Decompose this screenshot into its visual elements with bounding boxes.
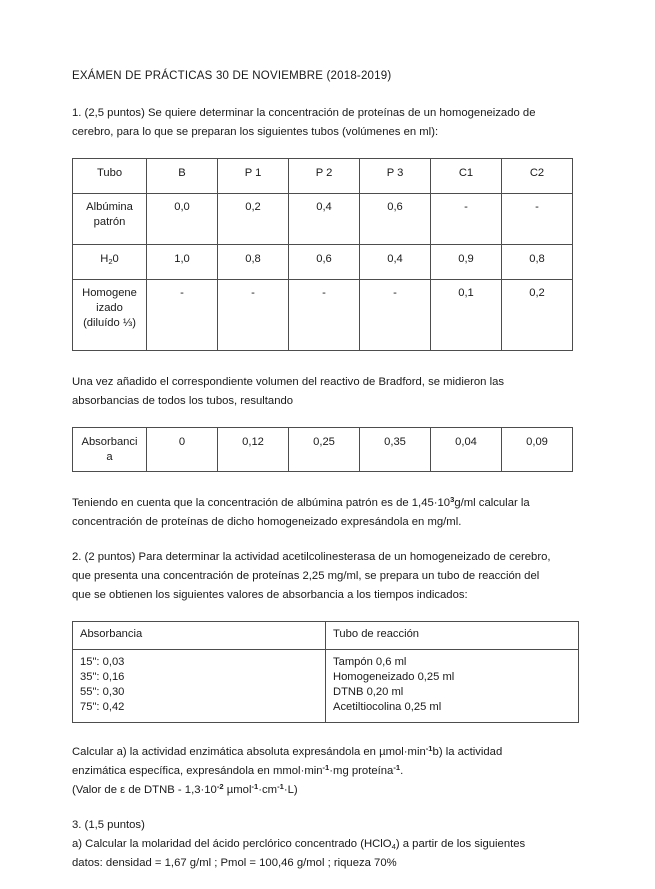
- row-label-line: a: [106, 451, 113, 463]
- table-row: [73, 428, 573, 472]
- row-label-albumina: [73, 194, 147, 245]
- question-3-heading: 3. (1,5 puntos): [72, 819, 145, 831]
- question-2-calc-line-1a: Calcular a) la actividad enzimática absoluta expresándola en µmol·min: [72, 746, 426, 758]
- row-label-agua: $H_20$: [73, 245, 147, 280]
- question-2-intro-line-2: que presenta una concentración de proteínas 2,25 mg/ml, se prepara un tubo de reacción del: [72, 570, 540, 582]
- exponent-minus-1: -1: [277, 782, 284, 791]
- subscript-2: 2: [108, 257, 113, 266]
- tubo-component-line: Tampón 0,6 ml: [333, 656, 407, 668]
- question-1-closing-line-2: concentración de proteínas de dicho homogeneizado expresándola en mg/ml.: [72, 516, 462, 528]
- table-cell-absorbancia-values: [73, 650, 326, 723]
- question-2-intro-line-3: que se obtienen los siguientes valores de absorbancia a los tiempos indicados:: [72, 589, 468, 601]
- row-label-line: Absorbanci: [81, 436, 138, 448]
- question-1-closing-line-1a: Teniendo en cuenta que la concentración de albúmina patrón es de 1,45·10: [72, 497, 451, 509]
- table-row: [73, 194, 573, 245]
- table-cell: 0,1: [431, 280, 502, 351]
- document-content: [72, 68, 580, 889]
- table-header-cell: C1: [431, 159, 502, 194]
- exponent-minus-2: -2: [216, 782, 224, 791]
- table-row: [73, 622, 579, 650]
- row-label-line: Homogene: [82, 287, 137, 299]
- table-cell: -: [502, 194, 573, 245]
- table-cell: 0,4: [360, 245, 431, 280]
- table-header-cell-absorbancia: Absorbancia: [73, 622, 326, 650]
- subscript-4: 4: [391, 842, 396, 851]
- table-header-cell: P 2: [289, 159, 360, 194]
- table-cell: 0,8: [502, 245, 573, 280]
- row-label-homogeneizado: [73, 280, 147, 351]
- page-title: EXÁMEN DE PRÁCTICAS 30 DE NOVIEMBRE (2018-2019): [72, 70, 392, 82]
- table-reaccion: [72, 621, 579, 723]
- tubo-component-line: Acetiltiocolina 0,25 ml: [333, 701, 442, 713]
- table-header-cell: C2: [502, 159, 573, 194]
- exponent-3: 3: [450, 495, 455, 504]
- table-cell: 0,6: [360, 194, 431, 245]
- table-cell: 0,0: [147, 194, 218, 245]
- question-3-line-1a: a) Calcular la molaridad del ácido perclórico concentrado (HClO: [72, 838, 392, 850]
- table-absorbancia: [72, 427, 573, 472]
- table-row: [73, 245, 573, 280]
- table-cell: 0: [147, 428, 218, 472]
- question-1-intro: [72, 104, 580, 142]
- table-cell: -: [431, 194, 502, 245]
- epsilon-line-d: ·L): [283, 784, 298, 796]
- table-cell: 0,12: [218, 428, 289, 472]
- epsilon-line-a: (Valor de ε de DTNB - 1,3·10: [72, 784, 217, 796]
- table-cell: -: [289, 280, 360, 351]
- table-cell-tubo-reaccion-components: [326, 650, 579, 723]
- question-3-line-1b: ) a partir de los siguientes: [395, 838, 526, 850]
- exponent-minus-1: -1: [425, 744, 433, 753]
- row-label-absorbancia: [73, 428, 147, 472]
- exponent-minus-1: -1: [251, 782, 259, 791]
- table-cell: -: [360, 280, 431, 351]
- table-cell: -: [218, 280, 289, 351]
- epsilon-line-b: µmol: [223, 784, 252, 796]
- tubo-component-line: DTNB 0,20 ml: [333, 686, 404, 698]
- table-header-cell: P 3: [360, 159, 431, 194]
- question-2-intro-line-1: 2. (2 puntos) Para determinar la actividad acetilcolinesterasa de un homogeneizado de cerebro,: [72, 551, 551, 563]
- question-2-calc-line-2c: .: [400, 765, 404, 777]
- table-cell: 0,9: [431, 245, 502, 280]
- table-header-cell: Tubo: [73, 159, 147, 194]
- table-cell: 0,2: [218, 194, 289, 245]
- question-2-epsilon-line: [72, 784, 298, 796]
- exponent-minus-1: -1: [322, 763, 330, 772]
- table-cell: 0,04: [431, 428, 502, 472]
- question-1-middle-line-1: Una vez añadido el correspondiente volumen del reactivo de Bradford, se midieron las: [72, 376, 505, 388]
- table-cell: -: [147, 280, 218, 351]
- table-row: [73, 159, 573, 194]
- table-row: [73, 280, 573, 351]
- absorbancia-value-line: 75": 0,42: [80, 701, 125, 713]
- table-cell: 0,8: [218, 245, 289, 280]
- absorbancia-value-line: 35": 0,16: [80, 671, 125, 683]
- table-header-cell: P 1: [218, 159, 289, 194]
- question-2-calc-text: [72, 743, 580, 800]
- question-1-closing-text: [72, 494, 580, 532]
- table-row: [73, 650, 579, 723]
- table-cell: 0,25: [289, 428, 360, 472]
- row-label-line: izado: [96, 302, 123, 314]
- table-cell: 0,2: [502, 280, 573, 351]
- table-cell: 0,35: [360, 428, 431, 472]
- question-1-intro-line-2: cerebro, para lo que se preparan los siguientes tubos (volúmenes en ml):: [72, 126, 439, 138]
- question-2-calc-line-1b: b) la actividad: [432, 746, 503, 758]
- table-header-cell-tubo: Tubo de reacción: [326, 622, 579, 650]
- question-3: [72, 816, 580, 873]
- question-3-line-2: datos: densidad = 1,67 g/ml ; Pmol = 100,46 g/mol ; riqueza 70%: [72, 857, 397, 869]
- exponent-minus-1: -1: [393, 763, 401, 772]
- question-2-calc-line-2b: ·mg proteína: [329, 765, 394, 777]
- question-1-intro-line-1: 1. (2,5 puntos) Se quiere determinar la concentración de proteínas de un homogeneizado de: [72, 107, 536, 119]
- tubo-component-line: Homogeneizado 0,25 ml: [333, 671, 455, 683]
- question-1-middle-line-2: absorbancias de todos los tubos, resultando: [72, 395, 294, 407]
- row-label-line: (diluído ⅓): [83, 317, 136, 329]
- table-cell: 0,09: [502, 428, 573, 472]
- absorbancia-value-line: 15": 0,03: [80, 656, 125, 668]
- table-tubos: [72, 158, 573, 351]
- absorbancia-value-line: 55": 0,30: [80, 686, 125, 698]
- epsilon-line-c: ·cm: [258, 784, 278, 796]
- table-cell: 0,4: [289, 194, 360, 245]
- question-1-middle-text: [72, 373, 580, 411]
- question-1-closing-line-1b: g/ml calcular la: [454, 497, 530, 509]
- row-label-line: patrón: [93, 216, 126, 228]
- table-cell: 0,6: [289, 245, 360, 280]
- question-2-calc-line-2a: enzimática específica, expresándola en mmol·min: [72, 765, 323, 777]
- table-header-cell: B: [147, 159, 218, 194]
- row-label-line: Albúmina: [86, 201, 133, 213]
- question-2-intro: [72, 548, 580, 605]
- table-cell: 1,0: [147, 245, 218, 280]
